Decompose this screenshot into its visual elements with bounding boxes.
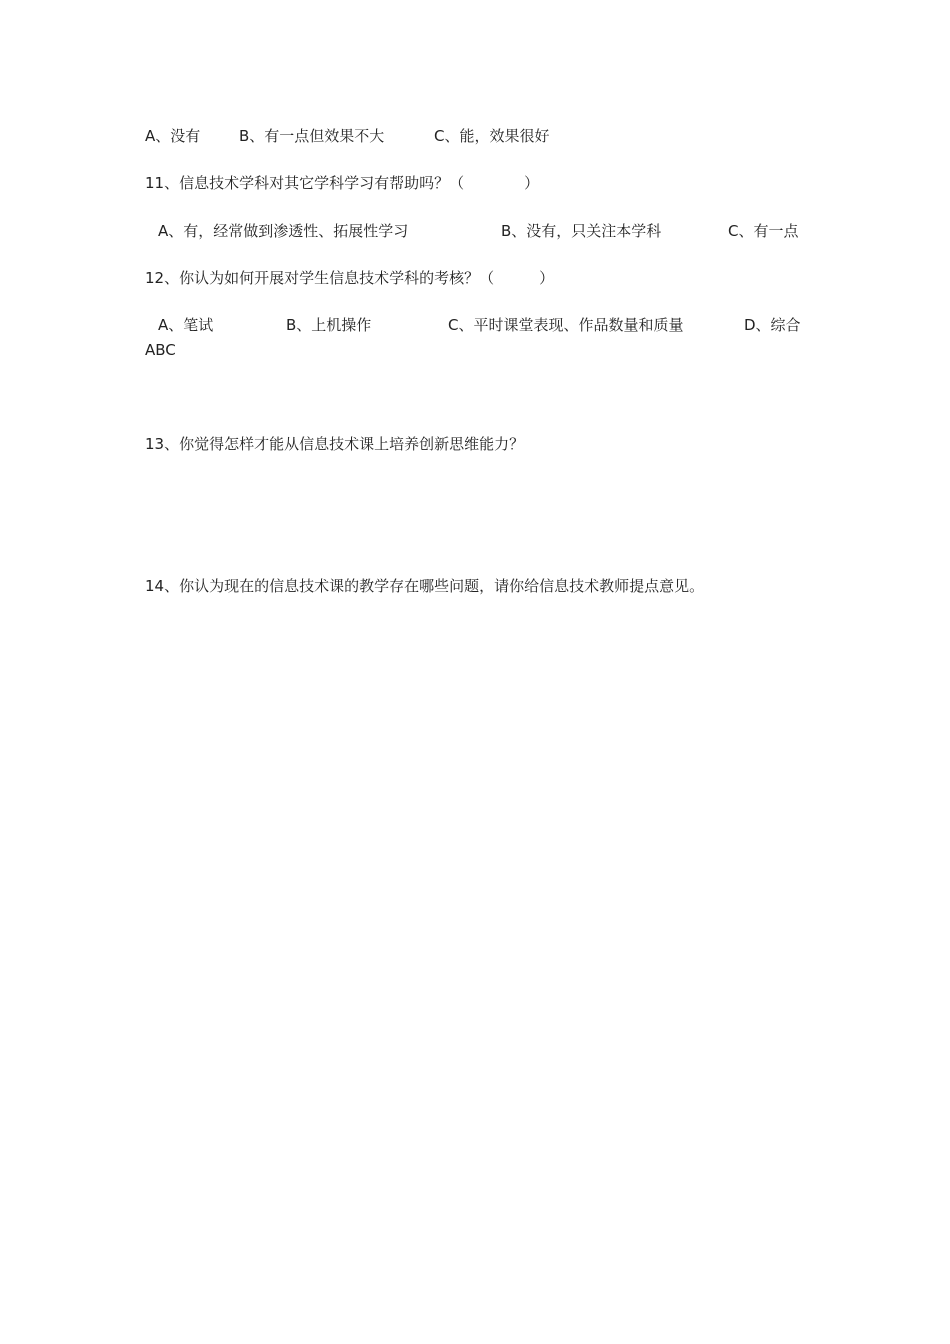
- q13-question: 13、你觉得怎样才能从信息技术课上培养创新思维能力？: [145, 435, 525, 453]
- q12-option-c: C、平时课堂表现、作品数量和质量: [448, 316, 684, 334]
- q11-option-a: A、有，经常做到渗透性、拓展性学习: [158, 222, 409, 240]
- q11-question: 11、信息技术学科对其它学科学习有帮助吗？（ ）: [145, 174, 540, 192]
- q12-option-b: B、上机操作: [286, 316, 372, 334]
- q14-question: 14、你认为现在的信息技术课的教学存在哪些问题，请你给信息技术教师提点意见。: [145, 577, 705, 595]
- q12-option-d: D、综合: [744, 316, 801, 334]
- q10-option-c: C、能，效果很好: [434, 127, 550, 145]
- q10-option-b: B、有一点但效果不大: [239, 127, 385, 145]
- q12-option-a: A、笔试: [158, 316, 214, 334]
- q12-option-d-wrap: ABC: [145, 341, 176, 359]
- q11-option-b: B、没有，只关注本学科: [501, 222, 662, 240]
- q10-option-a: A、没有: [145, 127, 201, 145]
- q12-question: 12、你认为如何开展对学生信息技术学科的考核？（ ）: [145, 269, 555, 287]
- q11-option-c: C、有一点: [728, 222, 799, 240]
